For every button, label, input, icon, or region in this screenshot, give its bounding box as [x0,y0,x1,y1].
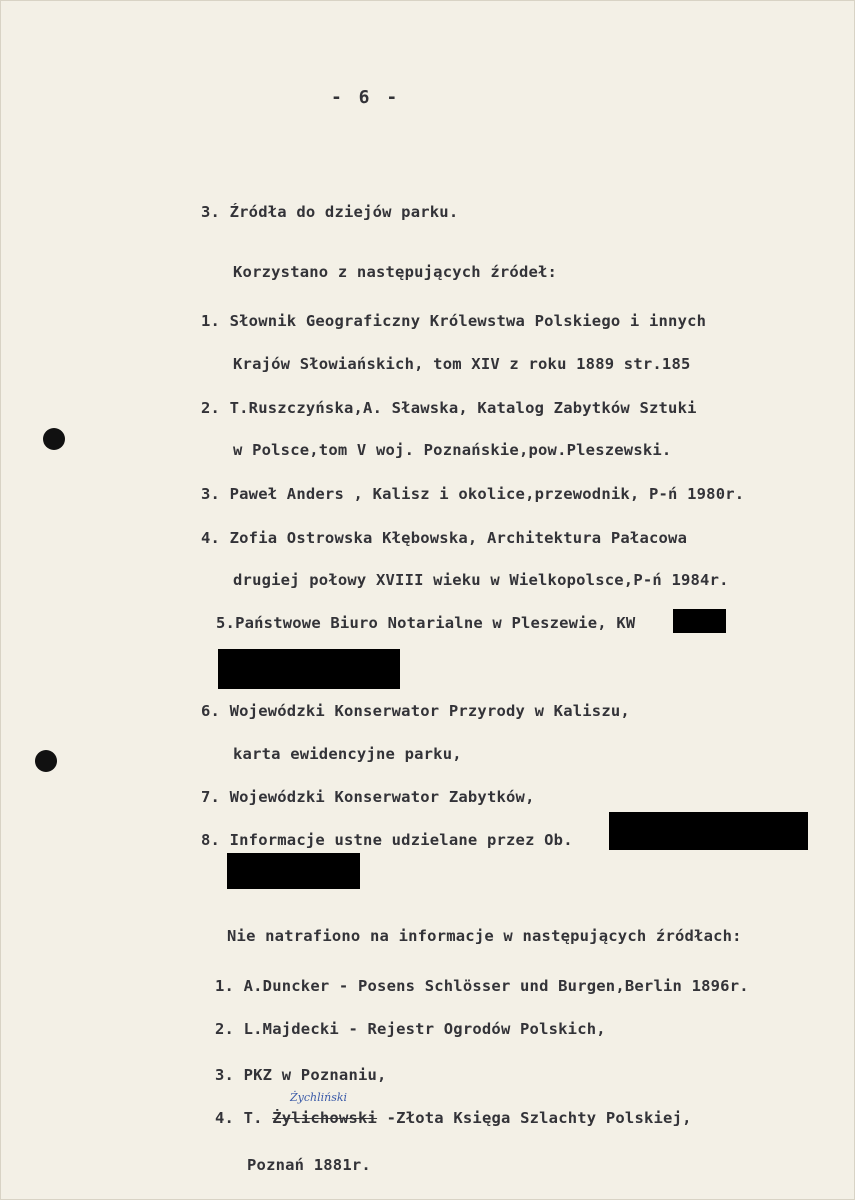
list-item: karta ewidencyjne parku, [233,745,462,763]
item-prefix: 4. T. [215,1109,263,1127]
list-item: Krajów Słowiańskich, tom XIV z roku 1889 str.185 [233,355,691,373]
list-item [215,1109,692,1127]
redaction-block [218,649,400,689]
section-heading: 3. Źródła do dziejów parku. [201,203,459,221]
list-item: Poznań 1881r. [247,1156,371,1174]
redaction-block [227,853,360,889]
list-item: 2. T.Ruszczyńska,A. Sławska, Katalog Zabytków Sztuki [201,399,697,417]
punch-hole [43,428,65,450]
item-title: -Złota Księga Szlachty Polskiej, [386,1109,692,1127]
not-found-intro: Nie natrafiono na informacje w następujących źródłach: [227,927,742,945]
used-sources-intro: Korzystano z następujących źródeł: [233,263,558,281]
list-item: 8. Informacje ustne udzielane przez Ob. [201,831,573,849]
list-item: drugiej połowy XVIII wieku w Wielkopolsce,P-ń 1984r. [233,571,729,589]
struck-author: Żylichowski [272,1109,378,1127]
list-item: 6. Wojewódzki Konserwator Przyrody w Kaliszu, [201,702,630,720]
list-item: 1. Słownik Geograficzny Królewstwa Polskiego i innych [201,312,707,330]
punch-hole [35,750,57,772]
page-number: - 6 - [331,87,401,108]
list-item: 3. Paweł Anders , Kalisz i okolice,przewodnik, P-ń 1980r. [201,485,745,503]
list-item: 2. L.Majdecki - Rejestr Ogrodów Polskich, [215,1020,606,1038]
redaction-block [609,812,808,850]
list-item: w Polsce,tom V woj. Poznańskie,pow.Pleszewski. [233,441,672,459]
list-item: 7. Wojewódzki Konserwator Zabytków, [201,788,535,806]
list-item: 4. Zofia Ostrowska Kłębowska, Architektura Pałacowa [201,529,688,547]
list-item: 1. A.Duncker - Posens Schlösser und Burgen,Berlin 1896r. [215,977,749,995]
list-item: 3. PKZ w Poznaniu, [215,1066,387,1084]
list-item: 5.Państwowe Biuro Notarialne w Pleszewie, KW [216,614,636,632]
redaction-block [673,609,726,633]
handwritten-correction: Żychliński [290,1091,348,1104]
